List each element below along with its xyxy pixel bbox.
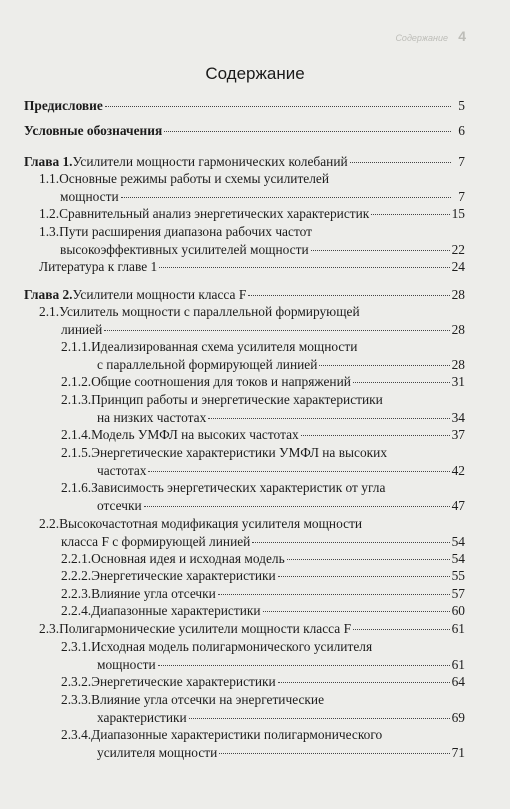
toc-entry-number: 2.2.2. xyxy=(61,568,92,583)
toc-entry-page: 55 xyxy=(451,568,465,583)
toc-entry-page: 6 xyxy=(458,123,465,138)
toc-entry-page: 47 xyxy=(451,497,465,513)
dot-leader xyxy=(350,162,451,163)
running-head: Содержание xyxy=(395,33,448,43)
toc-entry-title: Основные режимы работы и схемы усилителей xyxy=(59,171,330,186)
toc-entry-number: 2.2.4. xyxy=(61,603,92,618)
toc-entry-title: Принцип работы и энергетические характеристики xyxy=(91,392,383,407)
toc-entry-title: Диапазонные характеристики полигармонического xyxy=(91,727,383,742)
toc-entry-title: Влияние угла отсечки на энергетические xyxy=(91,692,325,707)
toc-entry-page: 64 xyxy=(451,674,465,689)
toc-entry-page: 28 xyxy=(451,356,465,372)
dot-leader xyxy=(219,753,449,754)
toc-entry-title: Усилители мощности класса F xyxy=(72,287,247,302)
toc-entry-title: Сравнительный анализ энергетических характеристик xyxy=(59,206,370,221)
toc-entry-title: Основная идея и исходная модель xyxy=(91,551,285,566)
toc-entry xyxy=(61,338,465,373)
toc-entry xyxy=(24,286,465,304)
toc-entry xyxy=(61,638,465,673)
dot-leader xyxy=(301,435,450,436)
toc-entry-number: 2.3.3. xyxy=(61,692,92,707)
toc-entry-page: 54 xyxy=(451,551,465,566)
toc-entry-title-continued: мощности xyxy=(97,656,156,672)
toc-entry-number: Глава 1. xyxy=(24,154,73,169)
dot-leader xyxy=(158,665,450,666)
toc-entry xyxy=(24,122,465,140)
toc-entry-page: 69 xyxy=(451,709,465,725)
toc-entry xyxy=(61,479,465,514)
toc-entry-page: 28 xyxy=(451,321,465,337)
toc-entry-page: 22 xyxy=(451,241,465,257)
toc-entry-page: 5 xyxy=(458,98,465,113)
toc-entry-page: 60 xyxy=(451,603,465,618)
toc-entry-title: Пути расширения диапазона рабочих частот xyxy=(59,224,312,239)
toc-entry xyxy=(61,726,465,761)
toc-entry-number: 2.1.2. xyxy=(61,374,92,389)
dot-leader xyxy=(287,559,450,560)
toc-entry-title-continued: высокоэффективных усилителей мощности xyxy=(60,241,309,257)
toc-entry-number: 2.3.1. xyxy=(61,639,92,654)
toc-entry-title: Усилители мощности гармонических колебаний xyxy=(72,154,348,169)
dot-leader xyxy=(248,295,449,296)
toc-entry xyxy=(61,602,465,620)
toc-entry-page: 57 xyxy=(451,586,465,601)
toc-entry-title: Исходная модель полигармонического усилителя xyxy=(91,639,373,654)
dot-leader xyxy=(104,330,449,331)
dot-leader xyxy=(371,214,449,215)
toc-entry-title: Идеализированная схема усилителя мощности xyxy=(91,339,358,354)
toc-entry xyxy=(61,426,465,444)
toc-entry-number: 2.1. xyxy=(39,304,60,319)
toc-entry-title: Энергетические характеристики xyxy=(91,674,276,689)
dot-leader xyxy=(164,131,451,132)
toc-entry xyxy=(61,373,465,391)
toc-entry xyxy=(61,550,465,568)
dot-leader xyxy=(311,250,450,251)
toc-entry-title-continued: с параллельной формирующей линией xyxy=(97,356,318,372)
toc-entry-title: Общие соотношения для токов и напряжений xyxy=(91,374,351,389)
toc-entry-title: Зависимость энергетических характеристик от угла xyxy=(91,480,386,495)
toc-entry-page: 42 xyxy=(451,462,465,478)
page-header xyxy=(0,0,510,60)
toc-entry-title-continued: линией xyxy=(61,321,103,337)
toc-entry-page: 37 xyxy=(451,427,465,442)
toc-entry xyxy=(24,153,465,171)
toc-entry-title-continued: отсечки xyxy=(97,497,142,513)
toc-entry-number: 2.1.3. xyxy=(61,392,92,407)
toc-entry-number: Глава 2. xyxy=(24,287,73,302)
toc-entry-number: 2.2.1. xyxy=(61,551,92,566)
dot-leader xyxy=(319,365,449,366)
toc-entry-number: 2.1.6. xyxy=(61,480,92,495)
toc-entry-number: 1.1. xyxy=(39,171,60,186)
toc-entry-number: 2.3. xyxy=(39,621,60,636)
toc-entry-title: Диапазонные характеристики xyxy=(91,603,261,618)
toc-entry-title: Энергетические характеристики xyxy=(91,568,276,583)
toc-entry-title: Литература к главе 1 xyxy=(39,259,158,274)
toc-entry-page: 34 xyxy=(451,409,465,425)
toc-entry-title: Полигармонические усилители мощности класса F xyxy=(59,621,352,636)
toc-entry xyxy=(39,620,465,638)
toc-entry-number: 2.2.3. xyxy=(61,586,92,601)
toc-entry xyxy=(61,444,465,479)
toc-entry-title-continued: мощности xyxy=(60,188,119,204)
toc-entry-title: Условные обозначения xyxy=(24,123,163,138)
toc-entry xyxy=(61,567,465,585)
dot-leader xyxy=(278,682,450,683)
dot-leader xyxy=(105,106,451,107)
dot-leader xyxy=(144,506,450,507)
toc-entry-title: Энергетические характеристики УМФЛ на высоких xyxy=(91,445,388,460)
dot-leader xyxy=(252,542,449,543)
toc-entry-number: 1.2. xyxy=(39,206,60,221)
toc-entry-title-continued: характеристики xyxy=(97,709,187,725)
toc-entry xyxy=(39,258,465,276)
toc-entry-number: 2.1.1. xyxy=(61,339,92,354)
toc-entry xyxy=(39,170,465,205)
toc-entry-page: 7 xyxy=(458,188,465,204)
toc-entry-title-continued: класса F с формирующей линией xyxy=(61,533,251,549)
toc-entry xyxy=(39,205,465,223)
toc-entry-page: 61 xyxy=(451,656,465,672)
toc-entry xyxy=(61,585,465,603)
dot-leader xyxy=(121,197,451,198)
toc-entry-number: 2.1.5. xyxy=(61,445,92,460)
toc-entry-title-continued: на низких частотах xyxy=(97,409,207,425)
toc-entry-page: 15 xyxy=(451,206,465,221)
toc-entry-number: 2.1.4. xyxy=(61,427,92,442)
dot-leader xyxy=(148,471,449,472)
toc-entry xyxy=(61,391,465,426)
toc-entry-title: Предисловие xyxy=(24,98,103,113)
toc-entry xyxy=(61,691,465,726)
toc-entry-page: 7 xyxy=(458,154,465,169)
toc-entry-title: Влияние угла отсечки xyxy=(91,586,216,601)
dot-leader xyxy=(159,267,449,268)
toc-entry-number: 2.3.2. xyxy=(61,674,92,689)
toc-entry-number: 2.2. xyxy=(39,516,60,531)
toc-entry-title: Усилитель мощности с параллельной формирующей xyxy=(59,304,360,319)
toc-entry xyxy=(39,303,465,338)
toc-entry-page: 28 xyxy=(451,287,465,302)
toc-entry xyxy=(39,223,465,258)
toc-entry xyxy=(61,673,465,691)
toc-entry-title: Высокочастотная модификация усилителя мощности xyxy=(59,516,363,531)
dot-leader xyxy=(189,718,450,719)
toc-entry-number: 2.3.4. xyxy=(61,727,92,742)
dot-leader xyxy=(218,594,450,595)
toc-entry xyxy=(39,515,465,550)
toc-entry-page: 61 xyxy=(451,621,465,636)
toc-entry-page: 54 xyxy=(451,533,465,549)
dot-leader xyxy=(278,576,450,577)
toc-entry-page: 24 xyxy=(451,259,465,274)
toc-entry-title-continued: частотах xyxy=(97,462,147,478)
dot-leader xyxy=(263,611,450,612)
dot-leader xyxy=(353,382,450,383)
toc-entry-title-continued: усилителя мощности xyxy=(97,744,218,760)
toc-entry-page: 71 xyxy=(451,744,465,760)
toc-entry-title: Модель УМФЛ на высоких частотах xyxy=(91,427,299,442)
toc-title: Содержание xyxy=(205,64,305,83)
toc-entry-number: 1.3. xyxy=(39,224,60,239)
toc-entry xyxy=(24,97,465,115)
page-number: 4 xyxy=(458,28,466,44)
dot-leader xyxy=(208,418,449,419)
toc-entry-page: 31 xyxy=(451,374,465,389)
dot-leader xyxy=(353,629,450,630)
